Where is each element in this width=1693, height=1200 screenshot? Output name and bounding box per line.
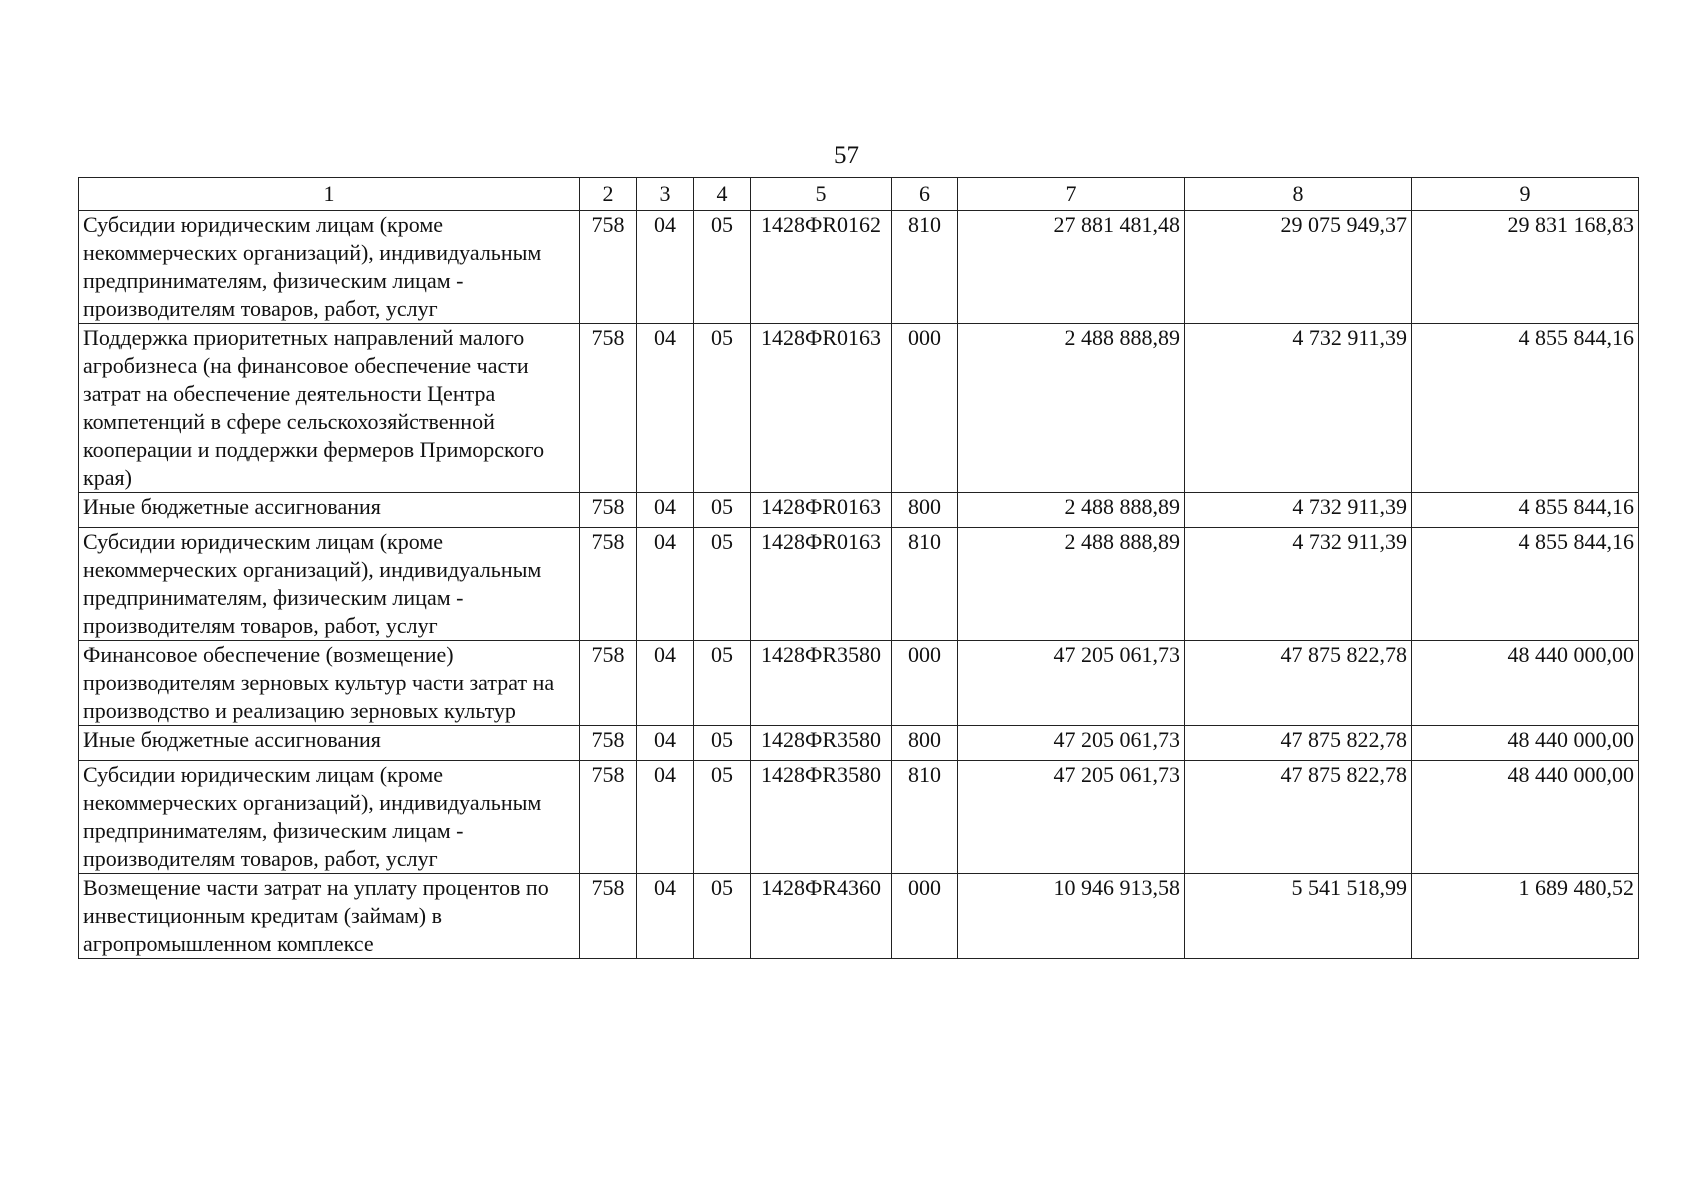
row-amount-8: 5 541 518,99 xyxy=(1185,874,1412,959)
column-header: 3 xyxy=(637,178,694,211)
row-amount-9: 48 440 000,00 xyxy=(1412,761,1639,874)
row-code-2: 758 xyxy=(580,493,637,528)
row-code-5: 1428ФR0163 xyxy=(751,493,892,528)
table-row xyxy=(79,761,1639,874)
row-code-6: 000 xyxy=(892,641,958,726)
row-amount-8: 47 875 822,78 xyxy=(1185,726,1412,761)
row-name: Субсидии юридическим лицам (кроме некоммерческих организаций), индивидуальным предпринимателям, физическим лицам - производителям товаров, работ, услуг xyxy=(79,211,580,324)
row-code-6: 810 xyxy=(892,211,958,324)
row-code-4: 05 xyxy=(694,211,751,324)
row-amount-8: 4 732 911,39 xyxy=(1185,324,1412,493)
row-code-2: 758 xyxy=(580,211,637,324)
row-code-6: 800 xyxy=(892,726,958,761)
row-amount-7: 27 881 481,48 xyxy=(958,211,1185,324)
row-amount-8: 47 875 822,78 xyxy=(1185,641,1412,726)
row-code-6: 000 xyxy=(892,874,958,959)
row-amount-9: 1 689 480,52 xyxy=(1412,874,1639,959)
row-name: Иные бюджетные ассигнования xyxy=(79,726,580,761)
row-code-4: 05 xyxy=(694,761,751,874)
row-amount-8: 29 075 949,37 xyxy=(1185,211,1412,324)
column-header: 1 xyxy=(79,178,580,211)
row-amount-7: 2 488 888,89 xyxy=(958,528,1185,641)
row-name: Возмещение части затрат на уплату процентов по инвестиционным кредитам (займам) в агропромышленном комплексе xyxy=(79,874,580,959)
row-code-2: 758 xyxy=(580,726,637,761)
table-row xyxy=(79,874,1639,959)
row-code-2: 758 xyxy=(580,641,637,726)
table-header-row xyxy=(79,178,1639,211)
budget-table xyxy=(78,177,1639,959)
row-code-4: 05 xyxy=(694,324,751,493)
row-code-5: 1428ФR3580 xyxy=(751,641,892,726)
row-amount-8: 4 732 911,39 xyxy=(1185,528,1412,641)
row-amount-8: 47 875 822,78 xyxy=(1185,761,1412,874)
table-row xyxy=(79,211,1639,324)
row-code-6: 000 xyxy=(892,324,958,493)
row-amount-9: 48 440 000,00 xyxy=(1412,726,1639,761)
row-code-6: 810 xyxy=(892,528,958,641)
row-name: Финансовое обеспечение (возмещение) производителям зерновых культур части затрат на производство и реализацию зерновых культур xyxy=(79,641,580,726)
row-code-5: 1428ФR0163 xyxy=(751,528,892,641)
row-code-4: 05 xyxy=(694,641,751,726)
row-code-2: 758 xyxy=(580,528,637,641)
column-header: 6 xyxy=(892,178,958,211)
row-amount-9: 4 855 844,16 xyxy=(1412,528,1639,641)
table-row xyxy=(79,528,1639,641)
row-code-4: 05 xyxy=(694,493,751,528)
row-code-4: 05 xyxy=(694,874,751,959)
row-code-3: 04 xyxy=(637,324,694,493)
table-row xyxy=(79,641,1639,726)
row-code-3: 04 xyxy=(637,726,694,761)
row-name: Субсидии юридическим лицам (кроме некоммерческих организаций), индивидуальным предпринимателям, физическим лицам - производителям товаров, работ, услуг xyxy=(79,528,580,641)
row-amount-7: 2 488 888,89 xyxy=(958,324,1185,493)
page-number: 57 xyxy=(834,142,859,169)
table-row xyxy=(79,324,1639,493)
row-amount-7: 47 205 061,73 xyxy=(958,641,1185,726)
row-code-5: 1428ФR0162 xyxy=(751,211,892,324)
row-amount-7: 47 205 061,73 xyxy=(958,761,1185,874)
column-header: 4 xyxy=(694,178,751,211)
row-amount-7: 47 205 061,73 xyxy=(958,726,1185,761)
row-code-2: 758 xyxy=(580,324,637,493)
row-amount-9: 48 440 000,00 xyxy=(1412,641,1639,726)
row-code-3: 04 xyxy=(637,528,694,641)
column-header: 8 xyxy=(1185,178,1412,211)
row-code-6: 810 xyxy=(892,761,958,874)
column-header: 7 xyxy=(958,178,1185,211)
row-code-3: 04 xyxy=(637,493,694,528)
row-code-5: 1428ФR0163 xyxy=(751,324,892,493)
row-amount-7: 10 946 913,58 xyxy=(958,874,1185,959)
row-code-3: 04 xyxy=(637,211,694,324)
table-row xyxy=(79,493,1639,528)
row-name: Иные бюджетные ассигнования xyxy=(79,493,580,528)
row-code-6: 800 xyxy=(892,493,958,528)
row-code-3: 04 xyxy=(637,761,694,874)
column-header: 9 xyxy=(1412,178,1639,211)
row-amount-9: 4 855 844,16 xyxy=(1412,324,1639,493)
row-amount-9: 29 831 168,83 xyxy=(1412,211,1639,324)
column-header: 5 xyxy=(751,178,892,211)
row-code-4: 05 xyxy=(694,528,751,641)
row-code-5: 1428ФR3580 xyxy=(751,761,892,874)
row-code-3: 04 xyxy=(637,641,694,726)
row-code-5: 1428ФR3580 xyxy=(751,726,892,761)
row-name: Поддержка приоритетных направлений малого агробизнеса (на финансовое обеспечение части затрат на обеспечение деятельности Центра компетенций в сфере сельскохозяйственной кооперации и поддержки фермеров Приморского края) xyxy=(79,324,580,493)
row-code-5: 1428ФR4360 xyxy=(751,874,892,959)
row-code-2: 758 xyxy=(580,874,637,959)
row-code-3: 04 xyxy=(637,874,694,959)
column-header: 2 xyxy=(580,178,637,211)
row-code-4: 05 xyxy=(694,726,751,761)
table-row xyxy=(79,726,1639,761)
row-name: Субсидии юридическим лицам (кроме некоммерческих организаций), индивидуальным предпринимателям, физическим лицам - производителям товаров, работ, услуг xyxy=(79,761,580,874)
row-amount-7: 2 488 888,89 xyxy=(958,493,1185,528)
row-amount-9: 4 855 844,16 xyxy=(1412,493,1639,528)
row-amount-8: 4 732 911,39 xyxy=(1185,493,1412,528)
row-code-2: 758 xyxy=(580,761,637,874)
